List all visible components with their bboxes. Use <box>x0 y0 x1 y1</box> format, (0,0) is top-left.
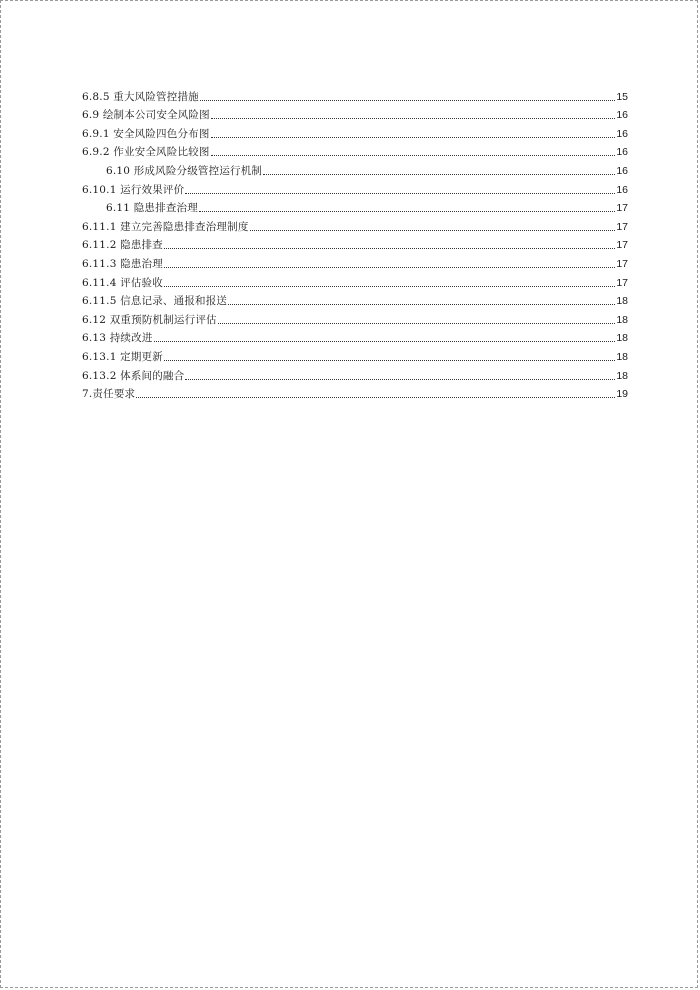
toc-entry-title: 6.13 持续改进 <box>82 332 153 345</box>
toc-entry[interactable] <box>82 234 628 253</box>
toc-entry[interactable] <box>82 197 628 216</box>
toc-entry[interactable] <box>82 327 628 346</box>
toc-entry-page-number: 17 <box>616 257 628 270</box>
toc-entry-page-number: 17 <box>616 202 628 215</box>
toc-dot-leader <box>211 155 616 156</box>
toc-entry-title: 6.10 形成风险分级管控运行机制 <box>106 164 263 177</box>
toc-entry-title: 6.11 隐患排查治理 <box>106 202 198 215</box>
toc-dot-leader <box>185 193 615 194</box>
toc-entry[interactable] <box>82 271 628 290</box>
toc-entry-title: 6.12 双重预防机制运行评估 <box>82 313 217 326</box>
toc-dot-leader <box>263 174 615 175</box>
toc-entry[interactable] <box>82 383 628 402</box>
toc-entry-page-number: 18 <box>616 369 628 382</box>
toc-entry-page-number: 16 <box>616 164 628 177</box>
toc-entry-title: 6.11.1 建立完善隐患排查治理制度 <box>82 220 249 233</box>
toc-dot-leader <box>250 230 616 231</box>
toc-entry-page-number: 16 <box>616 183 628 196</box>
toc-entry-page-number: 17 <box>616 239 628 252</box>
toc-dot-leader <box>154 341 616 342</box>
toc-entry-page-number: 15 <box>616 90 628 103</box>
toc-entry-page-number: 18 <box>616 313 628 326</box>
toc-entry-title: 6.8.5 重大风险管控措施 <box>82 90 199 103</box>
toc-entry[interactable] <box>82 85 628 104</box>
toc-entry-title: 6.11.5 信息记录、通报和报送 <box>82 295 228 308</box>
toc-entry-page-number: 18 <box>616 295 628 308</box>
toc-dot-leader <box>136 397 615 398</box>
toc-entry[interactable] <box>82 159 628 178</box>
toc-entry[interactable] <box>82 345 628 364</box>
toc-entry-title: 6.10.1 运行效果评价 <box>82 183 185 196</box>
table-of-contents <box>82 85 628 401</box>
toc-dot-leader <box>164 286 615 287</box>
toc-entry-page-number: 17 <box>616 220 628 233</box>
toc-entry[interactable] <box>82 252 628 271</box>
toc-entry-page-number: 18 <box>616 350 628 363</box>
toc-entry[interactable] <box>82 364 628 383</box>
toc-entry[interactable] <box>82 122 628 141</box>
toc-dot-leader <box>200 100 615 101</box>
toc-dot-leader <box>211 137 616 138</box>
toc-entry-title: 6.9.1 安全风险四色分布图 <box>82 127 210 140</box>
toc-dot-leader <box>164 360 615 361</box>
toc-entry-title: 7.责任要求 <box>82 388 136 401</box>
toc-entry-page-number: 16 <box>616 127 628 140</box>
toc-entry-title: 6.13.2 体系间的融合 <box>82 369 185 382</box>
toc-entry[interactable] <box>82 290 628 309</box>
toc-entry-title: 6.11.3 隐患治理 <box>82 257 163 270</box>
toc-entry[interactable] <box>82 308 628 327</box>
toc-dot-leader <box>218 323 616 324</box>
toc-entry-page-number: 16 <box>616 109 628 122</box>
toc-entry-page-number: 16 <box>616 146 628 159</box>
toc-entry-title: 6.13.1 定期更新 <box>82 350 163 363</box>
toc-entry-title: 6.11.2 隐患排查 <box>82 239 163 252</box>
toc-entry-page-number: 19 <box>616 388 628 401</box>
toc-dot-leader <box>199 211 615 212</box>
toc-dot-leader <box>164 267 615 268</box>
toc-dot-leader <box>164 248 615 249</box>
toc-dot-leader <box>185 379 615 380</box>
toc-dot-leader <box>228 304 615 305</box>
toc-entry[interactable] <box>82 215 628 234</box>
toc-entry-title: 6.11.4 评估验收 <box>82 276 163 289</box>
toc-entry-title: 6.9.2 作业安全风险比较图 <box>82 146 210 159</box>
toc-entry[interactable] <box>82 178 628 197</box>
toc-entry-title: 6.9 绘制本公司安全风险图 <box>82 109 210 122</box>
toc-dot-leader <box>211 118 615 119</box>
toc-entry[interactable] <box>82 104 628 123</box>
toc-entry-page-number: 17 <box>616 276 628 289</box>
toc-entry-page-number: 18 <box>616 332 628 345</box>
toc-entry[interactable] <box>82 141 628 160</box>
